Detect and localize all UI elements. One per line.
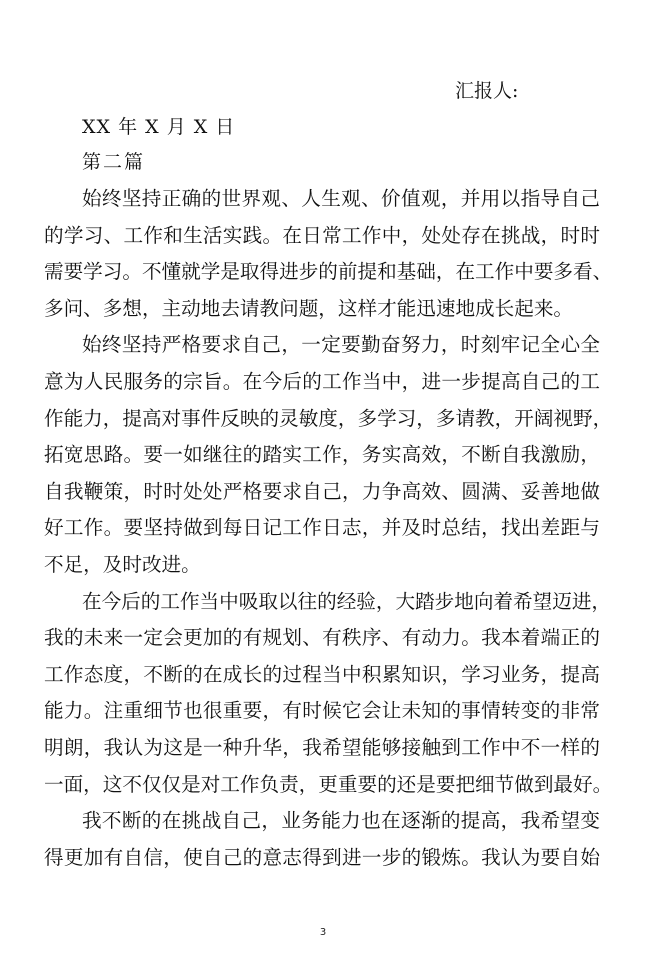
- text-line: 的学习、工作和生活实践。在日常工作中，处处存在挑战，时时: [44, 223, 600, 247]
- paragraph-2: [44, 327, 613, 583]
- text-line: 始终坚持正确的世界观、人生观、价值观，并用以指导自己: [82, 187, 600, 210]
- text-line: 不足，及时改进。: [44, 552, 201, 576]
- text-line: 我不断的在挑战自己，业务能力也在逐渐的提高，我希望变: [82, 809, 600, 833]
- text-line: 工作态度，不断的在成长的过程当中积累知识，学习业务，提高: [44, 662, 600, 686]
- section-title: 第二篇: [82, 151, 146, 173]
- text-line: 好工作。要坚持做到每日记工作日志，并及时总结，找出差距与: [44, 516, 600, 540]
- text-line: 得更加有自信，使自己的意志得到进一步的锻炼。我认为要自始: [44, 845, 600, 869]
- body-text: [44, 181, 613, 876]
- text-line: 作能力，提高对事件反映的灵敏度，多学习，多请教，开阔视野，: [44, 406, 613, 430]
- text-line: 拓宽思路。要一如继往的踏实工作，务实高效，不断自我激励，: [44, 443, 600, 467]
- report-date: XX 年 X 月 X 日: [82, 116, 236, 138]
- paragraph-3: [44, 584, 613, 804]
- text-line: 一面，这不仅仅是对工作负责，更重要的还是要把细节做到最好。: [44, 772, 613, 796]
- text-line: 多问、多想，主动地去请教问题，这样才能迅速地成长起来。: [44, 296, 574, 320]
- text-line: 始终坚持严格要求自己，一定要勤奋努力，时刻牢记全心全: [82, 333, 600, 357]
- page-number: 3: [319, 927, 327, 938]
- text-line: 能力。注重细节也很重要，有时候它会让未知的事情转变的非常: [44, 699, 600, 723]
- text-line: 在今后的工作当中吸取以往的经验，大踏步地向着希望迈进，: [82, 589, 612, 613]
- text-line: 意为人民服务的宗旨。在今后的工作当中，进一步提高自己的工: [44, 369, 600, 393]
- text-line: 我的未来一定会更加的有规划、有秩序、有动力。我本着端正的: [44, 626, 600, 650]
- text-line: 自我鞭策，时时处处严格要求自己，力争高效、圆满、妥善地做: [44, 479, 600, 503]
- text-line: 需要学习。不懂就学是取得进步的前提和基础，在工作中要多看、: [44, 260, 613, 284]
- text-line: 明朗，我认为这是一种升华，我希望能够接触到工作中不一样的: [44, 735, 600, 759]
- reporter-label: 汇报人:: [455, 80, 519, 102]
- paragraph-1: [44, 181, 613, 327]
- paragraph-4: [44, 803, 604, 876]
